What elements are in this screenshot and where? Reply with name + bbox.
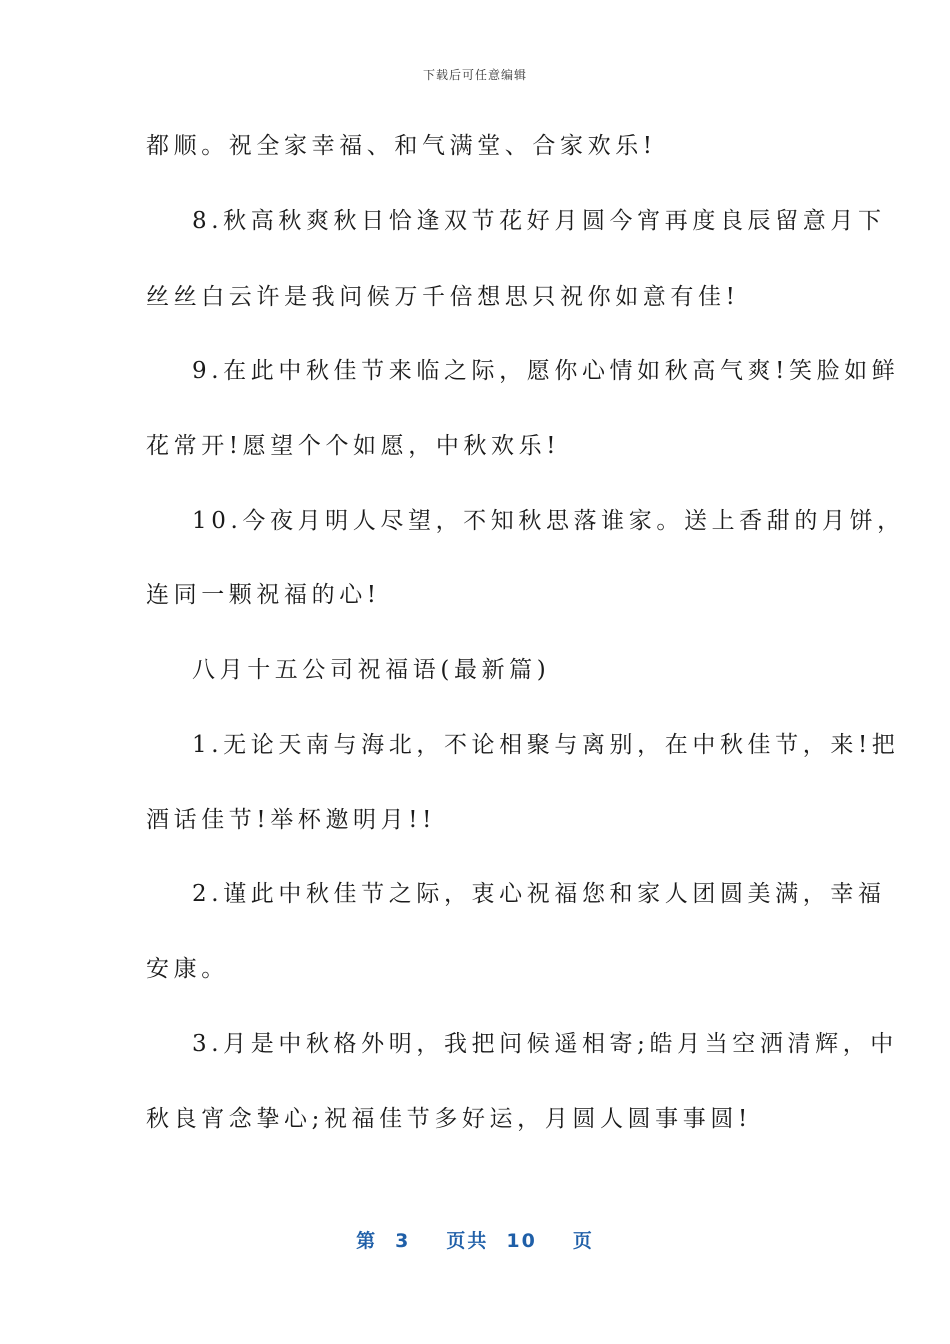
paragraph-line: 1.无论天南与海北，不论相聚与离别，在中秋佳节，来!把 bbox=[192, 732, 900, 758]
paragraph-line: 秋良宵念挚心;祝福佳节多好运，月圆人圆事事圆! bbox=[146, 1106, 752, 1132]
paragraph-line: 安康。 bbox=[146, 956, 229, 982]
paragraph-line: 8.秋高秋爽秋日恰逢双节花好月圆今宵再度良辰留意月下 bbox=[192, 208, 886, 234]
paragraph-line: 连同一颗祝福的心! bbox=[146, 582, 381, 608]
footer-suffix: 页 bbox=[572, 1230, 594, 1252]
paragraph-line: 丝丝白云许是我问候万千倍想思只祝你如意有佳! bbox=[146, 284, 740, 310]
footer-middle: 页共 bbox=[446, 1230, 489, 1252]
paragraph-line: 花常开!愿望个个如愿，中秋欢乐! bbox=[146, 433, 561, 459]
page-footer bbox=[0, 1226, 950, 1253]
section-heading: 八月十五公司祝福语(最新篇) bbox=[192, 657, 551, 683]
paragraph-line: 10.今夜月明人尽望，不知秋思落谁家。送上香甜的月饼， bbox=[192, 508, 905, 534]
paragraph-line: 9.在此中秋佳节来临之际，愿你心情如秋高气爽!笑脸如鲜 bbox=[192, 358, 900, 384]
paragraph-line: 都顺。祝全家幸福、和气满堂、合家欢乐! bbox=[146, 133, 657, 159]
page-header: 下载后可任意编辑 bbox=[422, 68, 527, 82]
paragraph-line: 3.月是中秋格外明，我把问候遥相寄;皓月当空洒清辉，中 bbox=[192, 1031, 898, 1057]
footer-total-pages: 10 bbox=[506, 1230, 537, 1252]
footer-current-page: 3 bbox=[395, 1230, 411, 1252]
footer-prefix: 第 bbox=[356, 1230, 378, 1252]
paragraph-line: 2.谨此中秋佳节之际，衷心祝福您和家人团圆美满，幸福 bbox=[192, 881, 886, 907]
paragraph-line: 酒话佳节!举杯邀明月!! bbox=[146, 807, 436, 833]
